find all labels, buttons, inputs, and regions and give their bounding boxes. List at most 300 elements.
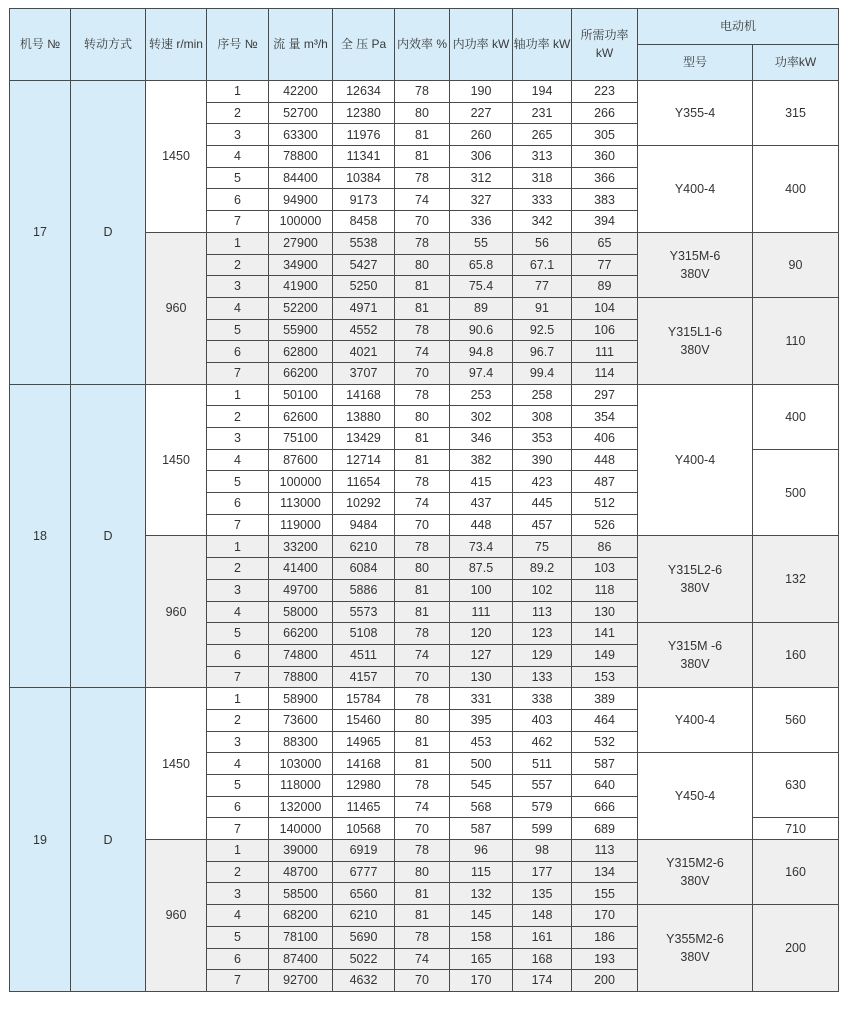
internal-power-cell: 415 (450, 471, 513, 493)
shaft-power-cell: 194 (513, 81, 572, 103)
internal-power-cell: 382 (450, 449, 513, 471)
shaft-power-cell: 77 (513, 276, 572, 298)
seq-cell: 5 (207, 623, 269, 645)
efficiency-cell: 70 (395, 362, 450, 384)
flow-cell: 132000 (269, 796, 333, 818)
seq-cell: 3 (207, 428, 269, 450)
required-power-cell: 86 (572, 536, 638, 558)
internal-power-cell: 87.5 (450, 558, 513, 580)
header-motor-model: 型号 (638, 45, 753, 81)
seq-cell: 3 (207, 124, 269, 146)
motor-power-cell: 710 (753, 818, 839, 840)
flow-cell: 87400 (269, 948, 333, 970)
pressure-cell: 4552 (333, 319, 395, 341)
seq-cell: 2 (207, 102, 269, 124)
machine-no-cell: 17 (10, 81, 71, 385)
shaft-power-cell: 599 (513, 818, 572, 840)
required-power-cell: 89 (572, 276, 638, 298)
seq-cell: 4 (207, 905, 269, 927)
required-power-cell: 200 (572, 970, 638, 992)
header-pressure: 全 压 Pa (333, 9, 395, 81)
flow-cell: 58500 (269, 883, 333, 905)
speed-cell: 1450 (146, 81, 207, 233)
required-power-cell: 394 (572, 211, 638, 233)
shaft-power-cell: 462 (513, 731, 572, 753)
pressure-cell: 9484 (333, 514, 395, 536)
header-efficiency: 内效率 % (395, 9, 450, 81)
internal-power-cell: 395 (450, 709, 513, 731)
required-power-cell: 141 (572, 623, 638, 645)
efficiency-cell: 78 (395, 81, 450, 103)
shaft-power-cell: 342 (513, 211, 572, 233)
flow-cell: 34900 (269, 254, 333, 276)
internal-power-cell: 190 (450, 81, 513, 103)
pressure-cell: 11976 (333, 124, 395, 146)
efficiency-cell: 78 (395, 623, 450, 645)
flow-cell: 87600 (269, 449, 333, 471)
required-power-cell: 106 (572, 319, 638, 341)
seq-cell: 1 (207, 384, 269, 406)
flow-cell: 49700 (269, 579, 333, 601)
required-power-cell: 366 (572, 167, 638, 189)
speed-cell: 1450 (146, 384, 207, 536)
shaft-power-cell: 98 (513, 840, 572, 862)
pressure-cell: 9173 (333, 189, 395, 211)
efficiency-cell: 70 (395, 818, 450, 840)
required-power-cell: 587 (572, 753, 638, 775)
seq-cell: 7 (207, 666, 269, 688)
motor-model-cell: Y400-4 (638, 384, 753, 536)
pressure-cell: 5538 (333, 232, 395, 254)
drive-mode-cell: D (71, 81, 146, 385)
flow-cell: 103000 (269, 753, 333, 775)
efficiency-cell: 78 (395, 167, 450, 189)
efficiency-cell: 78 (395, 775, 450, 797)
seq-cell: 5 (207, 167, 269, 189)
required-power-cell: 512 (572, 493, 638, 515)
internal-power-cell: 260 (450, 124, 513, 146)
flow-cell: 88300 (269, 731, 333, 753)
required-power-cell: 448 (572, 449, 638, 471)
efficiency-cell: 81 (395, 579, 450, 601)
pressure-cell: 12634 (333, 81, 395, 103)
shaft-power-cell: 557 (513, 775, 572, 797)
shaft-power-cell: 133 (513, 666, 572, 688)
internal-power-cell: 94.8 (450, 341, 513, 363)
required-power-cell: 689 (572, 818, 638, 840)
header-motor-power: 功率kW (753, 45, 839, 81)
internal-power-cell: 127 (450, 644, 513, 666)
seq-cell: 7 (207, 362, 269, 384)
pressure-cell: 8458 (333, 211, 395, 233)
motor-power-cell: 560 (753, 688, 839, 753)
flow-cell: 118000 (269, 775, 333, 797)
flow-cell: 66200 (269, 623, 333, 645)
motor-power-cell: 500 (753, 449, 839, 536)
motor-power-cell: 400 (753, 146, 839, 233)
required-power-cell: 223 (572, 81, 638, 103)
seq-cell: 6 (207, 948, 269, 970)
seq-cell: 4 (207, 146, 269, 168)
internal-power-cell: 111 (450, 601, 513, 623)
shaft-power-cell: 113 (513, 601, 572, 623)
pressure-cell: 12714 (333, 449, 395, 471)
internal-power-cell: 100 (450, 579, 513, 601)
pressure-cell: 10384 (333, 167, 395, 189)
flow-cell: 113000 (269, 493, 333, 515)
internal-power-cell: 96 (450, 840, 513, 862)
internal-power-cell: 75.4 (450, 276, 513, 298)
efficiency-cell: 70 (395, 970, 450, 992)
efficiency-cell: 78 (395, 471, 450, 493)
shaft-power-cell: 75 (513, 536, 572, 558)
shaft-power-cell: 174 (513, 970, 572, 992)
efficiency-cell: 80 (395, 406, 450, 428)
flow-cell: 55900 (269, 319, 333, 341)
flow-cell: 78100 (269, 926, 333, 948)
internal-power-cell: 327 (450, 189, 513, 211)
header-shaft-power: 轴功率 kW (513, 9, 572, 81)
header-required-power: 所需功率 kW (572, 9, 638, 81)
flow-cell: 66200 (269, 362, 333, 384)
machine-no-cell: 18 (10, 384, 71, 688)
seq-cell: 1 (207, 232, 269, 254)
internal-power-cell: 227 (450, 102, 513, 124)
flow-cell: 52700 (269, 102, 333, 124)
seq-cell: 5 (207, 775, 269, 797)
internal-power-cell: 115 (450, 861, 513, 883)
required-power-cell: 383 (572, 189, 638, 211)
internal-power-cell: 55 (450, 232, 513, 254)
seq-cell: 5 (207, 471, 269, 493)
header-machine-no: 机号 № (10, 9, 71, 81)
internal-power-cell: 453 (450, 731, 513, 753)
pressure-cell: 4021 (333, 341, 395, 363)
seq-cell: 4 (207, 753, 269, 775)
seq-cell: 6 (207, 189, 269, 211)
efficiency-cell: 80 (395, 709, 450, 731)
seq-cell: 6 (207, 341, 269, 363)
efficiency-cell: 81 (395, 146, 450, 168)
motor-power-cell: 160 (753, 623, 839, 688)
efficiency-cell: 78 (395, 232, 450, 254)
internal-power-cell: 165 (450, 948, 513, 970)
efficiency-cell: 81 (395, 753, 450, 775)
seq-cell: 7 (207, 514, 269, 536)
pressure-cell: 5108 (333, 623, 395, 645)
pressure-cell: 6210 (333, 536, 395, 558)
required-power-cell: 130 (572, 601, 638, 623)
flow-cell: 41900 (269, 276, 333, 298)
motor-model-cell: Y355-4 (638, 81, 753, 146)
required-power-cell: 153 (572, 666, 638, 688)
required-power-cell: 266 (572, 102, 638, 124)
internal-power-cell: 97.4 (450, 362, 513, 384)
efficiency-cell: 81 (395, 449, 450, 471)
motor-model-cell: Y355M2-6 380V (638, 905, 753, 992)
required-power-cell: 360 (572, 146, 638, 168)
efficiency-cell: 70 (395, 666, 450, 688)
flow-cell: 74800 (269, 644, 333, 666)
required-power-cell: 134 (572, 861, 638, 883)
shaft-power-cell: 161 (513, 926, 572, 948)
efficiency-cell: 78 (395, 840, 450, 862)
efficiency-cell: 78 (395, 384, 450, 406)
efficiency-cell: 80 (395, 102, 450, 124)
efficiency-cell: 81 (395, 731, 450, 753)
required-power-cell: 666 (572, 796, 638, 818)
required-power-cell: 186 (572, 926, 638, 948)
efficiency-cell: 78 (395, 319, 450, 341)
seq-cell: 6 (207, 796, 269, 818)
motor-model-cell: Y450-4 (638, 753, 753, 840)
motor-model-cell: Y315L1-6 380V (638, 297, 753, 384)
pressure-cell: 4157 (333, 666, 395, 688)
flow-cell: 78800 (269, 666, 333, 688)
table-row (10, 384, 839, 406)
pressure-cell: 6919 (333, 840, 395, 862)
required-power-cell: 487 (572, 471, 638, 493)
seq-cell: 2 (207, 406, 269, 428)
flow-cell: 62600 (269, 406, 333, 428)
table-row (10, 688, 839, 710)
seq-cell: 7 (207, 818, 269, 840)
shaft-power-cell: 89.2 (513, 558, 572, 580)
shaft-power-cell: 457 (513, 514, 572, 536)
pressure-cell: 5427 (333, 254, 395, 276)
efficiency-cell: 81 (395, 428, 450, 450)
seq-cell: 5 (207, 319, 269, 341)
internal-power-cell: 158 (450, 926, 513, 948)
table-row (10, 81, 839, 103)
seq-cell: 3 (207, 883, 269, 905)
motor-model-cell: Y315M-6 380V (638, 232, 753, 297)
internal-power-cell: 89 (450, 297, 513, 319)
flow-cell: 100000 (269, 471, 333, 493)
shaft-power-cell: 318 (513, 167, 572, 189)
required-power-cell: 118 (572, 579, 638, 601)
motor-model-cell: Y315L2-6 380V (638, 536, 753, 623)
seq-cell: 1 (207, 536, 269, 558)
pressure-cell: 4971 (333, 297, 395, 319)
seq-cell: 4 (207, 297, 269, 319)
seq-cell: 3 (207, 579, 269, 601)
pressure-cell: 13429 (333, 428, 395, 450)
shaft-power-cell: 148 (513, 905, 572, 927)
speed-cell: 960 (146, 840, 207, 992)
seq-cell: 6 (207, 644, 269, 666)
efficiency-cell: 81 (395, 124, 450, 146)
seq-cell: 1 (207, 840, 269, 862)
header-motor: 电动机 (638, 9, 839, 45)
shaft-power-cell: 177 (513, 861, 572, 883)
shaft-power-cell: 423 (513, 471, 572, 493)
pressure-cell: 5690 (333, 926, 395, 948)
required-power-cell: 111 (572, 341, 638, 363)
shaft-power-cell: 102 (513, 579, 572, 601)
efficiency-cell: 70 (395, 514, 450, 536)
required-power-cell: 155 (572, 883, 638, 905)
required-power-cell: 640 (572, 775, 638, 797)
seq-cell: 4 (207, 601, 269, 623)
efficiency-cell: 74 (395, 493, 450, 515)
flow-cell: 39000 (269, 840, 333, 862)
efficiency-cell: 78 (395, 536, 450, 558)
shaft-power-cell: 445 (513, 493, 572, 515)
shaft-power-cell: 91 (513, 297, 572, 319)
pressure-cell: 15460 (333, 709, 395, 731)
required-power-cell: 354 (572, 406, 638, 428)
flow-cell: 50100 (269, 384, 333, 406)
pressure-cell: 11654 (333, 471, 395, 493)
efficiency-cell: 78 (395, 688, 450, 710)
internal-power-cell: 90.6 (450, 319, 513, 341)
flow-cell: 42200 (269, 81, 333, 103)
seq-cell: 2 (207, 558, 269, 580)
required-power-cell: 406 (572, 428, 638, 450)
motor-power-cell: 630 (753, 753, 839, 818)
shaft-power-cell: 308 (513, 406, 572, 428)
flow-cell: 100000 (269, 211, 333, 233)
internal-power-cell: 253 (450, 384, 513, 406)
efficiency-cell: 80 (395, 558, 450, 580)
internal-power-cell: 448 (450, 514, 513, 536)
pressure-cell: 14168 (333, 384, 395, 406)
pressure-cell: 11465 (333, 796, 395, 818)
motor-power-cell: 400 (753, 384, 839, 449)
internal-power-cell: 346 (450, 428, 513, 450)
shaft-power-cell: 129 (513, 644, 572, 666)
pressure-cell: 14965 (333, 731, 395, 753)
flow-cell: 75100 (269, 428, 333, 450)
shaft-power-cell: 92.5 (513, 319, 572, 341)
shaft-power-cell: 390 (513, 449, 572, 471)
motor-power-cell: 160 (753, 840, 839, 905)
efficiency-cell: 81 (395, 883, 450, 905)
motor-power-cell: 110 (753, 297, 839, 384)
seq-cell: 3 (207, 731, 269, 753)
pressure-cell: 10292 (333, 493, 395, 515)
required-power-cell: 305 (572, 124, 638, 146)
motor-model-cell: Y400-4 (638, 688, 753, 753)
seq-cell: 6 (207, 493, 269, 515)
internal-power-cell: 73.4 (450, 536, 513, 558)
required-power-cell: 114 (572, 362, 638, 384)
seq-cell: 1 (207, 81, 269, 103)
flow-cell: 92700 (269, 970, 333, 992)
flow-cell: 63300 (269, 124, 333, 146)
pressure-cell: 5250 (333, 276, 395, 298)
internal-power-cell: 312 (450, 167, 513, 189)
pressure-cell: 6084 (333, 558, 395, 580)
pressure-cell: 5022 (333, 948, 395, 970)
required-power-cell: 170 (572, 905, 638, 927)
speed-cell: 960 (146, 232, 207, 384)
flow-cell: 84400 (269, 167, 333, 189)
internal-power-cell: 500 (450, 753, 513, 775)
shaft-power-cell: 579 (513, 796, 572, 818)
seq-cell: 3 (207, 276, 269, 298)
motor-model-cell: Y315M2-6 380V (638, 840, 753, 905)
efficiency-cell: 74 (395, 644, 450, 666)
internal-power-cell: 170 (450, 970, 513, 992)
internal-power-cell: 545 (450, 775, 513, 797)
pressure-cell: 3707 (333, 362, 395, 384)
header-seq: 序号 № (207, 9, 269, 81)
seq-cell: 7 (207, 970, 269, 992)
motor-power-cell: 200 (753, 905, 839, 992)
pressure-cell: 4632 (333, 970, 395, 992)
shaft-power-cell: 313 (513, 146, 572, 168)
efficiency-cell: 74 (395, 341, 450, 363)
drive-mode-cell: D (71, 384, 146, 688)
speed-cell: 960 (146, 536, 207, 688)
required-power-cell: 103 (572, 558, 638, 580)
internal-power-cell: 331 (450, 688, 513, 710)
efficiency-cell: 80 (395, 861, 450, 883)
seq-cell: 2 (207, 254, 269, 276)
internal-power-cell: 336 (450, 211, 513, 233)
seq-cell: 5 (207, 926, 269, 948)
shaft-power-cell: 96.7 (513, 341, 572, 363)
flow-cell: 119000 (269, 514, 333, 536)
motor-power-cell: 315 (753, 81, 839, 146)
flow-cell: 78800 (269, 146, 333, 168)
internal-power-cell: 130 (450, 666, 513, 688)
efficiency-cell: 74 (395, 189, 450, 211)
flow-cell: 58000 (269, 601, 333, 623)
pressure-cell: 11341 (333, 146, 395, 168)
seq-cell: 2 (207, 861, 269, 883)
pressure-cell: 12980 (333, 775, 395, 797)
efficiency-cell: 81 (395, 276, 450, 298)
internal-power-cell: 120 (450, 623, 513, 645)
shaft-power-cell: 403 (513, 709, 572, 731)
drive-mode-cell: D (71, 688, 146, 992)
motor-power-cell: 132 (753, 536, 839, 623)
pressure-cell: 6210 (333, 905, 395, 927)
pressure-cell: 6777 (333, 861, 395, 883)
shaft-power-cell: 258 (513, 384, 572, 406)
pressure-cell: 5573 (333, 601, 395, 623)
pressure-cell: 4511 (333, 644, 395, 666)
required-power-cell: 104 (572, 297, 638, 319)
required-power-cell: 65 (572, 232, 638, 254)
required-power-cell: 389 (572, 688, 638, 710)
motor-model-cell: Y400-4 (638, 146, 753, 233)
flow-cell: 140000 (269, 818, 333, 840)
pressure-cell: 10568 (333, 818, 395, 840)
flow-cell: 58900 (269, 688, 333, 710)
efficiency-cell: 78 (395, 926, 450, 948)
pressure-cell: 14168 (333, 753, 395, 775)
internal-power-cell: 587 (450, 818, 513, 840)
flow-cell: 68200 (269, 905, 333, 927)
header-flow: 流 量 m³/h (269, 9, 333, 81)
internal-power-cell: 437 (450, 493, 513, 515)
pressure-cell: 12380 (333, 102, 395, 124)
internal-power-cell: 132 (450, 883, 513, 905)
speed-cell: 1450 (146, 688, 207, 840)
pressure-cell: 6560 (333, 883, 395, 905)
required-power-cell: 113 (572, 840, 638, 862)
internal-power-cell: 568 (450, 796, 513, 818)
efficiency-cell: 81 (395, 297, 450, 319)
motor-power-cell: 90 (753, 232, 839, 297)
efficiency-cell: 80 (395, 254, 450, 276)
shaft-power-cell: 99.4 (513, 362, 572, 384)
shaft-power-cell: 56 (513, 232, 572, 254)
